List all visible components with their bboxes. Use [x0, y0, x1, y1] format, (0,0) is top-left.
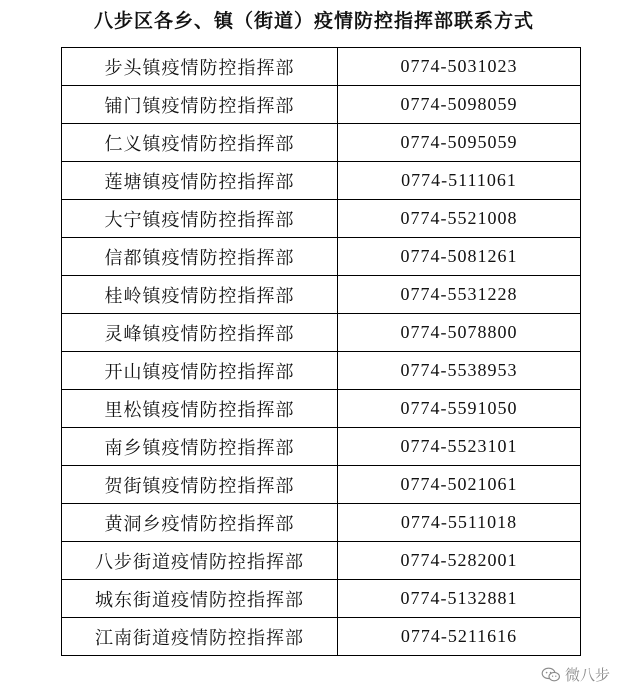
- hq-name-cell: 黄洞乡疫情防控指挥部: [62, 504, 338, 542]
- watermark: [541, 664, 610, 685]
- hq-name-cell: 江南街道疫情防控指挥部: [62, 618, 338, 656]
- phone-number-cell: 0774-5095059: [338, 124, 581, 162]
- table-row: [62, 428, 581, 466]
- table-row: [62, 124, 581, 162]
- hq-name-cell: 八步街道疫情防控指挥部: [62, 542, 338, 580]
- phone-number-cell: 0774-5078800: [338, 314, 581, 352]
- hq-name-cell: 步头镇疫情防控指挥部: [62, 48, 338, 86]
- table-row: [62, 48, 581, 86]
- phone-number-cell: 0774-5523101: [338, 428, 581, 466]
- phone-number-cell: 0774-5531228: [338, 276, 581, 314]
- phone-number-cell: 0774-5111061: [338, 162, 581, 200]
- phone-number-cell: 0774-5211616: [338, 618, 581, 656]
- phone-number-cell: 0774-5511018: [338, 504, 581, 542]
- hq-name-cell: 桂岭镇疫情防控指挥部: [62, 276, 338, 314]
- table-row: [62, 542, 581, 580]
- hq-name-cell: 仁义镇疫情防控指挥部: [62, 124, 338, 162]
- phone-number-cell: 0774-5098059: [338, 86, 581, 124]
- hq-name-cell: 南乡镇疫情防控指挥部: [62, 428, 338, 466]
- hq-name-cell: 开山镇疫情防控指挥部: [62, 352, 338, 390]
- table-row: [62, 200, 581, 238]
- phone-number-cell: 0774-5031023: [338, 48, 581, 86]
- table-row: [62, 352, 581, 390]
- phone-number-cell: 0774-5021061: [338, 466, 581, 504]
- phone-number-cell: 0774-5591050: [338, 390, 581, 428]
- phone-number-cell: 0774-5132881: [338, 580, 581, 618]
- watermark-text: 微八步: [564, 666, 610, 684]
- table-row: [62, 314, 581, 352]
- contact-table: [61, 47, 581, 656]
- phone-number-cell: 0774-5081261: [338, 238, 581, 276]
- table-row: [62, 580, 581, 618]
- table-row: [62, 276, 581, 314]
- table-row: [62, 504, 581, 542]
- hq-name-cell: 铺门镇疫情防控指挥部: [62, 86, 338, 124]
- page-title: 八步区各乡、镇（街道）疫情防控指挥部联系方式: [93, 10, 534, 32]
- phone-number-cell: 0774-5282001: [338, 542, 581, 580]
- hq-name-cell: 贺街镇疫情防控指挥部: [62, 466, 338, 504]
- hq-name-cell: 里松镇疫情防控指挥部: [62, 390, 338, 428]
- phone-number-cell: 0774-5538953: [338, 352, 581, 390]
- table-row: [62, 466, 581, 504]
- hq-name-cell: 灵峰镇疫情防控指挥部: [62, 314, 338, 352]
- table-row: [62, 390, 581, 428]
- hq-name-cell: 城东街道疫情防控指挥部: [62, 580, 338, 618]
- phone-number-cell: 0774-5521008: [338, 200, 581, 238]
- wechat-icon: [541, 667, 561, 683]
- table-row: [62, 238, 581, 276]
- table-row: [62, 618, 581, 656]
- table-row: [62, 86, 581, 124]
- contact-table-body: [62, 48, 581, 656]
- hq-name-cell: 信都镇疫情防控指挥部: [62, 238, 338, 276]
- hq-name-cell: 莲塘镇疫情防控指挥部: [62, 162, 338, 200]
- table-row: [62, 162, 581, 200]
- hq-name-cell: 大宁镇疫情防控指挥部: [62, 200, 338, 238]
